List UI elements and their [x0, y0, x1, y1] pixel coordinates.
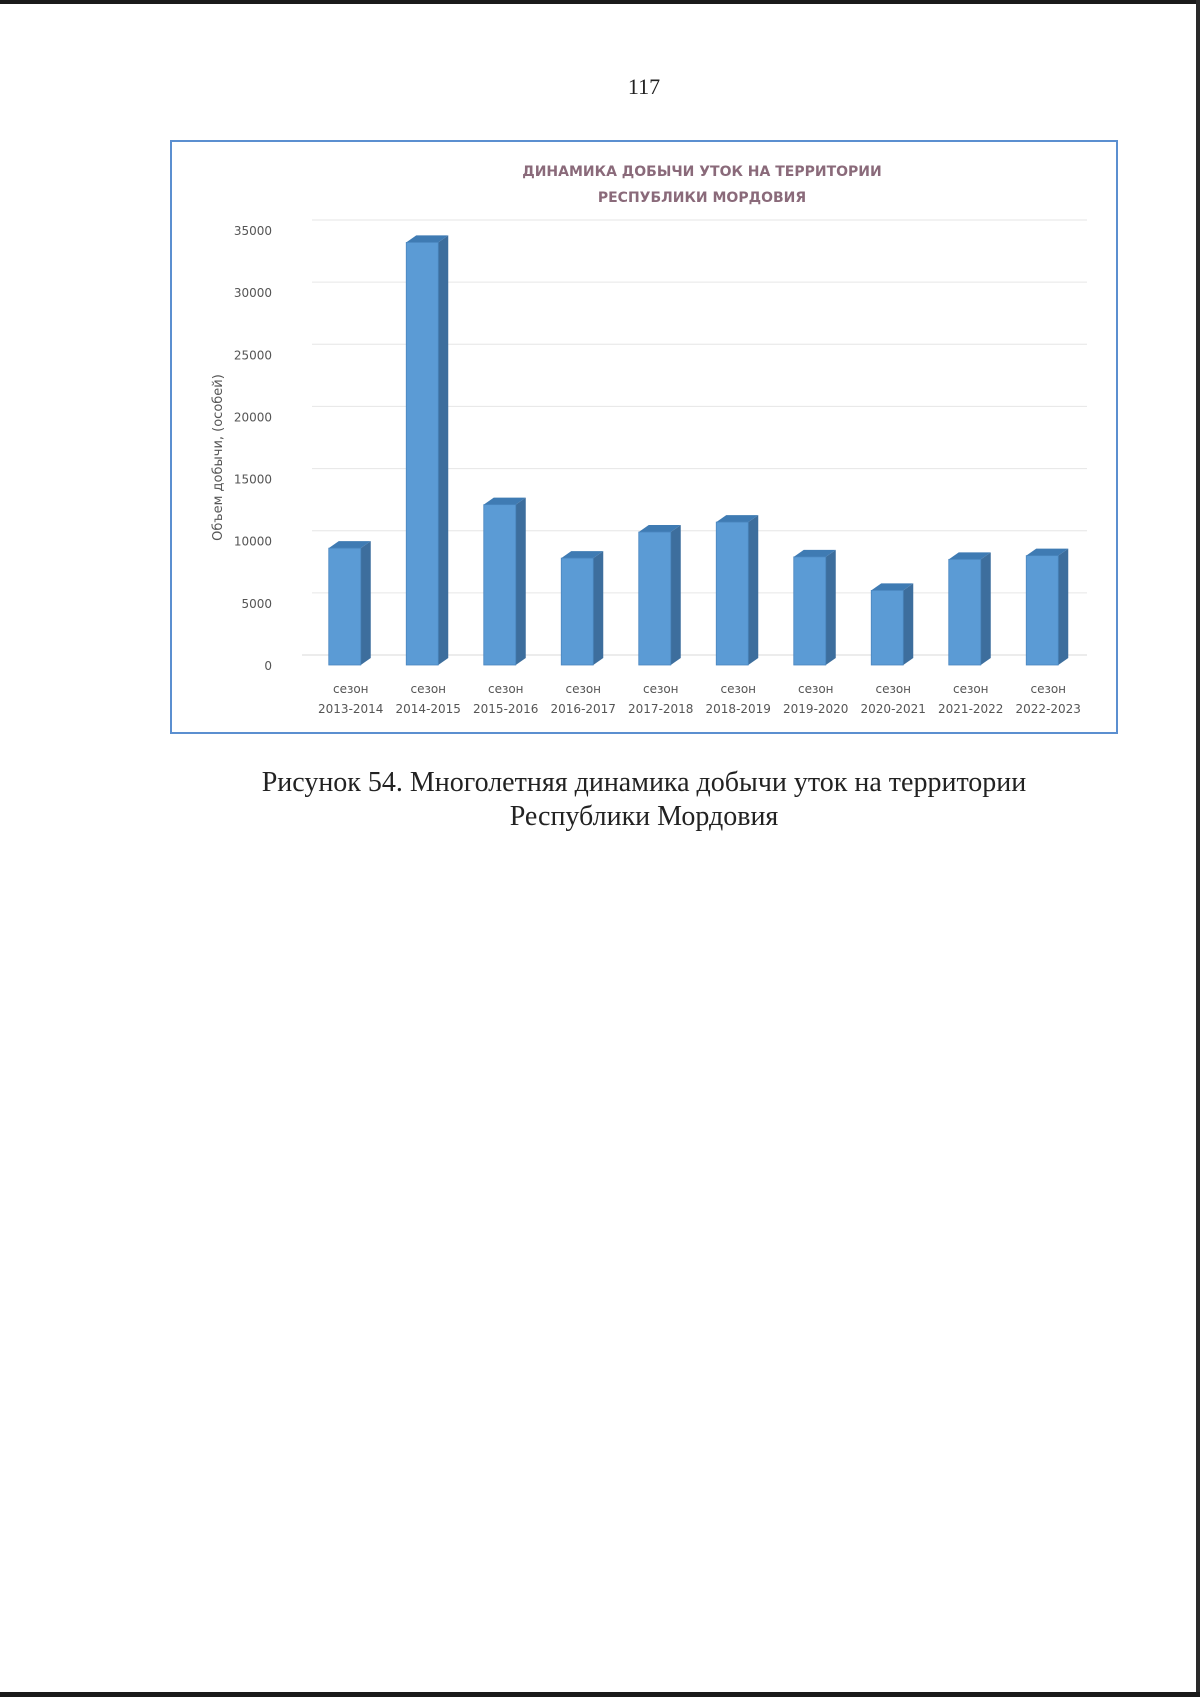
x-tick-label-prefix: сезон [875, 682, 912, 696]
bar-side-2014-2015 [438, 235, 448, 665]
scan-border-bottom [0, 1692, 1200, 1697]
bar-side-2020-2021 [903, 583, 913, 665]
bar-side-2018-2019 [748, 515, 758, 665]
x-tick-label: 2022-2023 [1015, 702, 1081, 716]
caption-line-2: Республики Мордовия [509, 801, 779, 832]
bar-2014-2015 [406, 242, 438, 665]
x-tick-label-prefix: сезон [720, 682, 757, 696]
x-tick-label: 2019-2020 [783, 702, 849, 716]
bar-2022-2023 [1026, 556, 1058, 665]
x-tick-label-prefix: сезон [487, 682, 524, 696]
bar-side-2013-2014 [361, 541, 371, 665]
bar-side-2022-2023 [1058, 549, 1068, 665]
bar-2016-2017 [561, 558, 593, 665]
y-tick-label: 0 [264, 659, 272, 673]
y-tick-label: 15000 [233, 472, 272, 487]
bar-2017-2018 [639, 532, 671, 665]
x-tick-label-prefix: сезон [565, 682, 602, 696]
x-tick-label-prefix: сезон [952, 682, 989, 696]
bar-2018-2019 [716, 522, 748, 665]
y-tick-label: 30000 [233, 286, 272, 301]
bar-side-2021-2022 [981, 552, 991, 665]
bar-chart [172, 142, 1120, 736]
scan-border-right [1196, 0, 1200, 1697]
x-tick-label: 2021-2022 [938, 702, 1004, 716]
x-tick-label: 2016-2017 [550, 702, 616, 716]
x-tick-label-prefix: сезон [1030, 682, 1067, 696]
y-tick-label: 20000 [233, 410, 272, 425]
x-tick-label: 2013-2014 [318, 702, 384, 716]
page-number: 117 [627, 74, 661, 99]
y-tick-label: 10000 [233, 534, 272, 549]
chart-frame [170, 140, 1118, 734]
x-tick-label: 2020-2021 [860, 702, 926, 716]
chart-title-line-2: РЕСПУБЛИКИ МОРДОВИЯ [597, 190, 807, 206]
y-tick-label: 5000 [241, 596, 272, 611]
x-tick-label: 2018-2019 [705, 702, 771, 716]
chart-title-line-1: ДИНАМИКА ДОБЫЧИ УТОК НА ТЕРРИТОРИИ [522, 164, 882, 180]
scan-border-top [0, 0, 1200, 4]
bar-2013-2014 [329, 548, 361, 665]
y-axis-label: Объем добычи, (особей) [211, 374, 226, 541]
x-tick-label: 2015-2016 [473, 702, 539, 716]
caption-line-1: Рисунок 54. Многолетняя динамика добычи уток на территории [261, 767, 1027, 798]
bar-side-2015-2016 [516, 498, 526, 665]
x-tick-label-prefix: сезон [410, 682, 447, 696]
bar-2021-2022 [949, 559, 981, 665]
x-tick-label: 2014-2015 [395, 702, 461, 716]
bar-side-2016-2017 [593, 551, 603, 665]
x-tick-label-prefix: сезон [642, 682, 679, 696]
figure-caption [0, 766, 1200, 834]
bar-side-2019-2020 [826, 550, 836, 665]
y-tick-label: 25000 [233, 348, 272, 363]
x-tick-label-prefix: сезон [797, 682, 834, 696]
y-tick-label: 35000 [233, 224, 272, 238]
bar-side-2017-2018 [671, 525, 681, 665]
bar-2015-2016 [484, 505, 516, 665]
x-tick-label-prefix: сезон [332, 682, 369, 696]
bar-2019-2020 [794, 557, 826, 665]
bar-2020-2021 [871, 590, 903, 665]
x-tick-label: 2017-2018 [628, 702, 694, 716]
